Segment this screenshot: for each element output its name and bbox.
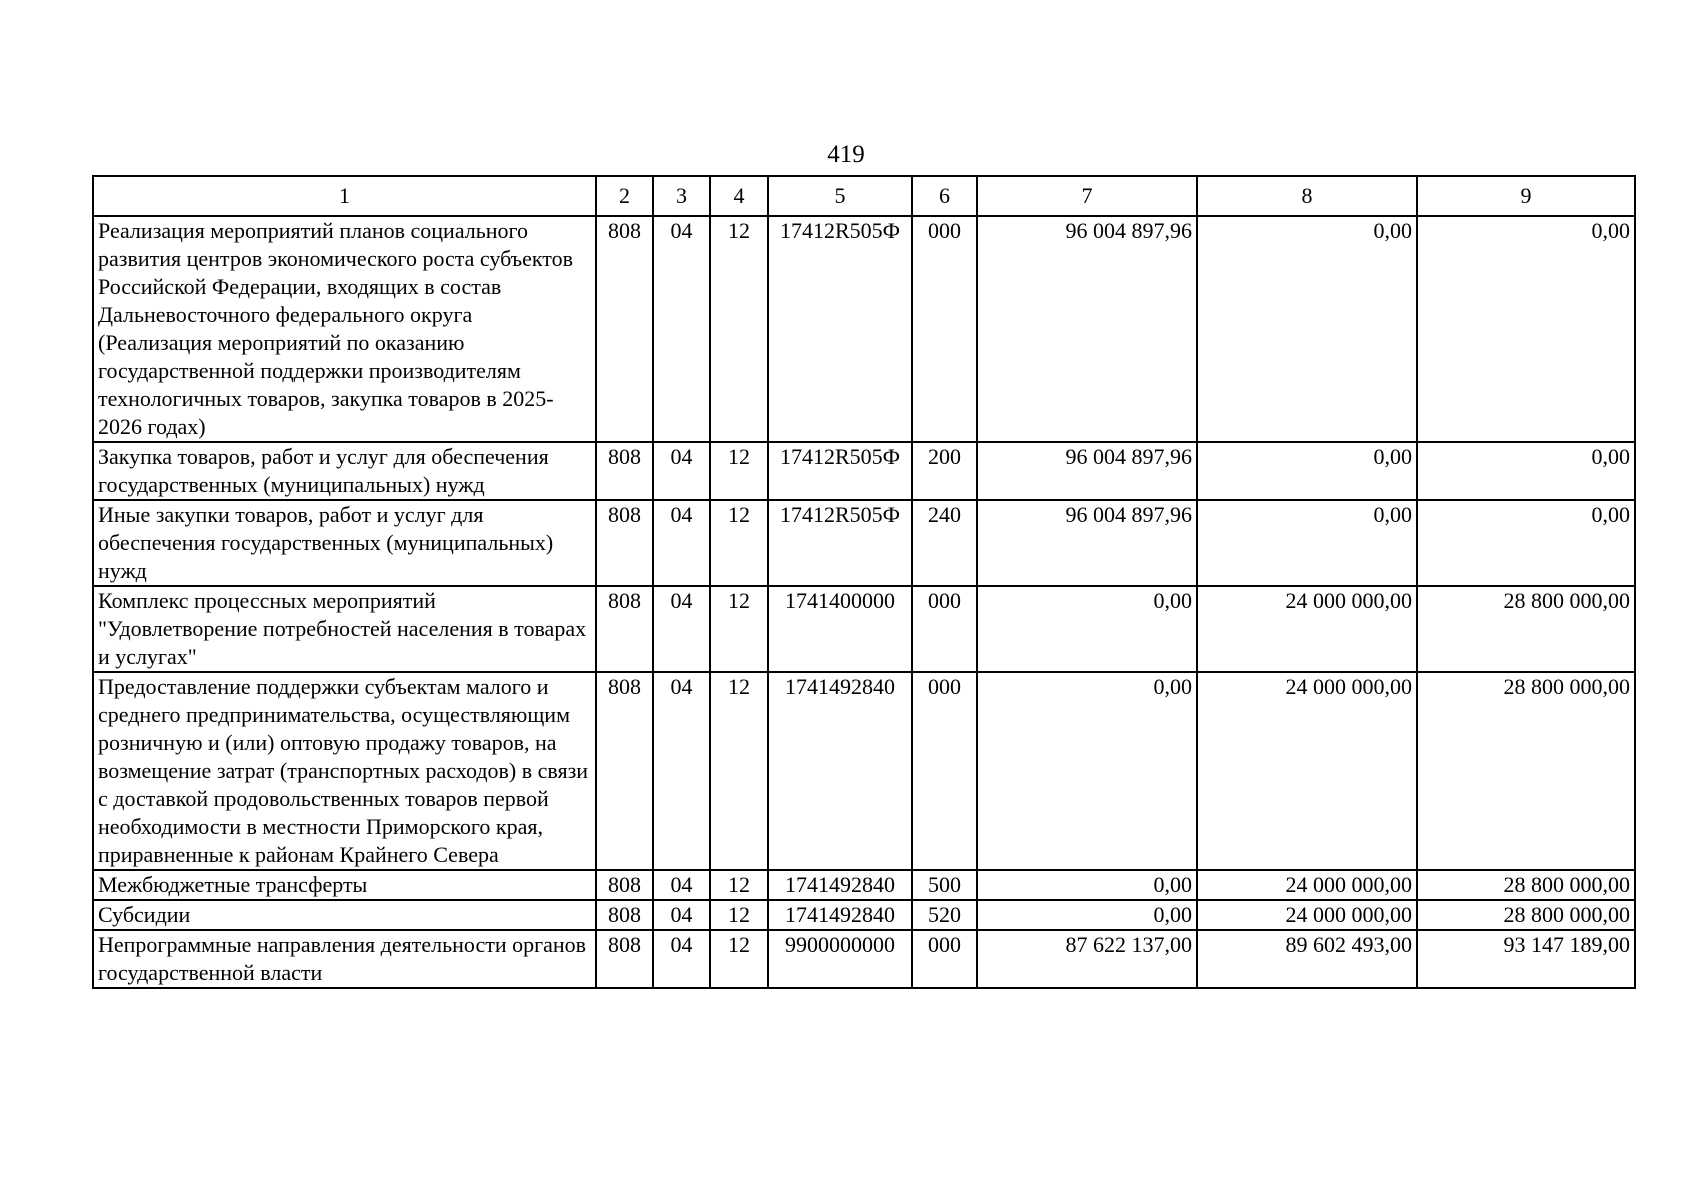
expense-type-code: 000 xyxy=(912,672,977,870)
section-code: 04 xyxy=(653,442,710,500)
amount-col-7: 87 622 137,00 xyxy=(977,930,1197,988)
target-article-code: 1741400000 xyxy=(768,586,912,672)
target-article-code: 9900000000 xyxy=(768,930,912,988)
target-article-code: 17412R505Ф xyxy=(768,216,912,442)
amount-col-9: 93 147 189,00 xyxy=(1417,930,1635,988)
row-name: Комплекс процессных мероприятий "Удовлетворение потребностей населения в товарах и услугах" xyxy=(93,586,596,672)
table-row xyxy=(93,216,1635,442)
header-cell: 2 xyxy=(596,176,653,216)
amount-col-9: 28 800 000,00 xyxy=(1417,900,1635,930)
header-cell: 8 xyxy=(1197,176,1417,216)
expense-type-code: 200 xyxy=(912,442,977,500)
subsection-code: 12 xyxy=(710,930,768,988)
section-code: 04 xyxy=(653,500,710,586)
table-row xyxy=(93,672,1635,870)
ministry-code: 808 xyxy=(596,442,653,500)
header-cell: 6 xyxy=(912,176,977,216)
amount-col-7: 96 004 897,96 xyxy=(977,500,1197,586)
section-code: 04 xyxy=(653,930,710,988)
header-row xyxy=(93,176,1635,216)
ministry-code: 808 xyxy=(596,900,653,930)
amount-col-9: 0,00 xyxy=(1417,442,1635,500)
table-row xyxy=(93,500,1635,586)
amount-col-8: 24 000 000,00 xyxy=(1197,586,1417,672)
amount-col-8: 89 602 493,00 xyxy=(1197,930,1417,988)
header-cell: 4 xyxy=(710,176,768,216)
row-name: Реализация мероприятий планов социального развития центров экономического роста субъектов Российской Федерации, входящих в состав Дальневосточного федерального округа (Реализация мероприятий по оказанию государственной поддержки производителям технологичных товаров, закупка товаров в 2025-2026 годах) xyxy=(93,216,596,442)
row-name: Закупка товаров, работ и услуг для обеспечения государственных (муниципальных) нужд xyxy=(93,442,596,500)
section-code: 04 xyxy=(653,870,710,900)
target-article-code: 1741492840 xyxy=(768,900,912,930)
row-name: Непрограммные направления деятельности органов государственной власти xyxy=(93,930,596,988)
section-code: 04 xyxy=(653,216,710,442)
expense-type-code: 240 xyxy=(912,500,977,586)
subsection-code: 12 xyxy=(710,500,768,586)
amount-col-9: 0,00 xyxy=(1417,500,1635,586)
subsection-code: 12 xyxy=(710,442,768,500)
row-name: Межбюджетные трансферты xyxy=(93,870,596,900)
ministry-code: 808 xyxy=(596,870,653,900)
subsection-code: 12 xyxy=(710,900,768,930)
amount-col-7: 0,00 xyxy=(977,870,1197,900)
page-number: 419 xyxy=(827,141,865,168)
row-name: Иные закупки товаров, работ и услуг для обеспечения государственных (муниципальных) нужд xyxy=(93,500,596,586)
ministry-code: 808 xyxy=(596,586,653,672)
amount-col-8: 24 000 000,00 xyxy=(1197,900,1417,930)
header-cell: 5 xyxy=(768,176,912,216)
amount-col-8: 0,00 xyxy=(1197,442,1417,500)
budget-table xyxy=(92,175,1636,989)
ministry-code: 808 xyxy=(596,216,653,442)
amount-col-7: 0,00 xyxy=(977,672,1197,870)
header-cell: 3 xyxy=(653,176,710,216)
amount-col-8: 24 000 000,00 xyxy=(1197,672,1417,870)
section-code: 04 xyxy=(653,672,710,870)
amount-col-9: 28 800 000,00 xyxy=(1417,672,1635,870)
header-cell: 1 xyxy=(93,176,596,216)
subsection-code: 12 xyxy=(710,870,768,900)
table-row xyxy=(93,930,1635,988)
row-name: Субсидии xyxy=(93,900,596,930)
ministry-code: 808 xyxy=(596,930,653,988)
target-article-code: 17412R505Ф xyxy=(768,500,912,586)
expense-type-code: 500 xyxy=(912,870,977,900)
header-cell: 9 xyxy=(1417,176,1635,216)
table-row xyxy=(93,442,1635,500)
header-cell: 7 xyxy=(977,176,1197,216)
expense-type-code: 520 xyxy=(912,900,977,930)
target-article-code: 1741492840 xyxy=(768,870,912,900)
amount-col-8: 0,00 xyxy=(1197,500,1417,586)
section-code: 04 xyxy=(653,586,710,672)
expense-type-code: 000 xyxy=(912,216,977,442)
amount-col-8: 0,00 xyxy=(1197,216,1417,442)
expense-type-code: 000 xyxy=(912,586,977,672)
table-row xyxy=(93,586,1635,672)
target-article-code: 17412R505Ф xyxy=(768,442,912,500)
table-row xyxy=(93,900,1635,930)
amount-col-9: 28 800 000,00 xyxy=(1417,586,1635,672)
subsection-code: 12 xyxy=(710,216,768,442)
amount-col-7: 0,00 xyxy=(977,586,1197,672)
amount-col-9: 0,00 xyxy=(1417,216,1635,442)
ministry-code: 808 xyxy=(596,672,653,870)
amount-col-7: 96 004 897,96 xyxy=(977,216,1197,442)
ministry-code: 808 xyxy=(596,500,653,586)
amount-col-7: 96 004 897,96 xyxy=(977,442,1197,500)
target-article-code: 1741492840 xyxy=(768,672,912,870)
amount-col-8: 24 000 000,00 xyxy=(1197,870,1417,900)
amount-col-7: 0,00 xyxy=(977,900,1197,930)
expense-type-code: 000 xyxy=(912,930,977,988)
table-row xyxy=(93,870,1635,900)
subsection-code: 12 xyxy=(710,672,768,870)
subsection-code: 12 xyxy=(710,586,768,672)
row-name: Предоставление поддержки субъектам малого и среднего предпринимательства, осуществляющим розничную и (или) оптовую продажу товаров, на возмещение затрат (транспортных расходов) в связи с доставкой продовольственных товаров первой необходимости в местности Приморского края, приравненные к районам Крайнего Севера xyxy=(93,672,596,870)
section-code: 04 xyxy=(653,900,710,930)
amount-col-9: 28 800 000,00 xyxy=(1417,870,1635,900)
